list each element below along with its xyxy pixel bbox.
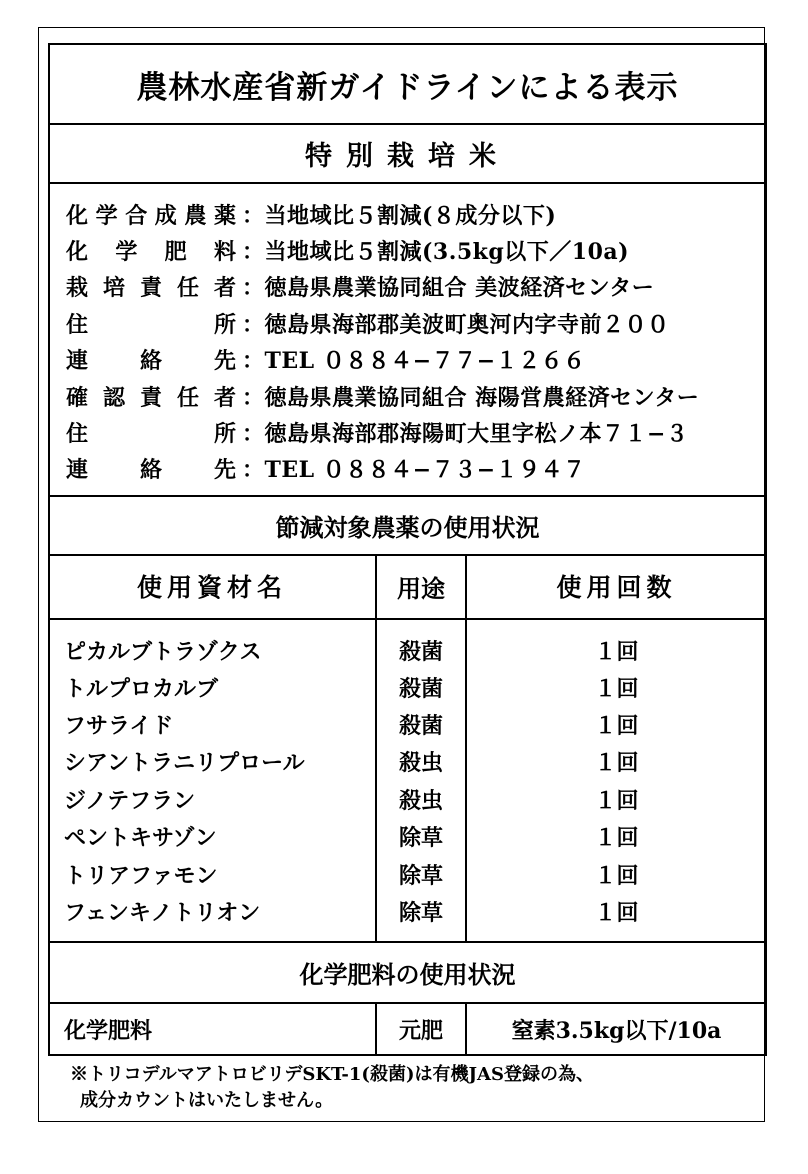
pesticide-use: 除草 (398, 899, 443, 926)
pesticide-count: １回 (594, 675, 639, 702)
info-row (66, 305, 699, 341)
pesticide-name: フサライド (64, 712, 174, 739)
pesticide-name: ペントキサゾン (64, 824, 217, 851)
pesticide-name: フェンキノトリオン (64, 899, 261, 926)
pesticide-use: 殺菌 (398, 712, 443, 739)
divider (48, 618, 767, 620)
info-row (66, 342, 699, 378)
info-row (66, 232, 699, 268)
pesticide-use: 殺菌 (398, 675, 443, 702)
pesticide-name: ジノテフラン (64, 787, 196, 814)
info-row (66, 269, 699, 305)
pesticide-use: 殺虫 (398, 749, 443, 776)
info-value: ：徳島県海部郡海陽町大里字松ノ本７１−３ (242, 421, 689, 448)
info-row (66, 196, 699, 232)
pesticide-count: １回 (594, 638, 639, 665)
info-label: 栽 培 責 任 者 (66, 275, 236, 302)
info-row (66, 451, 699, 487)
info-value: ：TEL ０８８４−７７−１２６６ (242, 348, 586, 375)
pesticide-name: トリアファモン (64, 862, 218, 889)
pesticide-count: １回 (594, 862, 639, 889)
column-header-use: 用途 (397, 573, 445, 603)
pesticide-count: １回 (594, 749, 639, 776)
fertilizer-use: 元肥 (398, 1017, 443, 1044)
page-title: 農林水産省新ガイドラインによる表示 (136, 69, 679, 106)
pesticide-count: １回 (594, 787, 639, 814)
pesticide-count: １回 (594, 899, 639, 926)
info-label: 連 絡 先 (66, 457, 236, 484)
info-value: ：当地域比５割減(８成分以下) (242, 202, 557, 229)
pesticide-use: 殺菌 (398, 638, 443, 665)
pesticide-section-title: 節減対象農薬の使用状況 (275, 512, 540, 542)
footnote (70, 1062, 594, 1114)
info-row (66, 414, 699, 450)
info-label: 連 絡 先 (66, 348, 236, 375)
info-label: 確 認 責 任 者 (66, 384, 236, 411)
fertilizer-value: 窒素3.5kg以下/10a (511, 1017, 722, 1044)
info-value: ：徳島県農業協同組合 海陽営農経済センター (242, 384, 700, 411)
info-value: ：当地域比５割減(3.5kg以下／10a) (242, 239, 630, 266)
product-subtitle: 特別栽培米 (305, 140, 510, 172)
column-header-name: 使用資材名 (136, 573, 287, 602)
pesticide-name: ピカルブトラゾクス (64, 638, 262, 665)
pesticide-use: 除草 (398, 862, 443, 889)
info-list (66, 196, 699, 487)
info-value: ：徳島県海部郡美波町奥河内字寺前２００ (242, 311, 670, 338)
info-label: 化 学 合 成 農 薬 (66, 202, 236, 229)
fertilizer-name: 化学肥料 (64, 1017, 153, 1044)
pesticide-use: 殺虫 (398, 787, 443, 814)
pesticide-count: １回 (594, 712, 639, 739)
info-value: ：TEL ０８８４−７３−１９４７ (242, 457, 586, 484)
info-label: 住 所 (66, 311, 236, 338)
info-label: 化 学 肥 料 (66, 239, 236, 266)
fertilizer-section-title: 化学肥料の使用状況 (299, 959, 516, 989)
info-row (66, 378, 699, 414)
info-label: 住 所 (66, 421, 236, 448)
footnote-line: ※トリコデルマアトロビリデSKT-1(殺菌)は有機JAS登録の為、 (70, 1064, 594, 1085)
pesticide-use: 除草 (398, 824, 443, 851)
column-header-count: 使用回数 (556, 573, 677, 602)
pesticide-name: トルプロカルブ (64, 675, 219, 702)
pesticide-count: １回 (594, 824, 639, 851)
pesticide-name: シアントラニリプロール (64, 749, 305, 776)
footnote-line: 成分カウントはいたしません。 (80, 1090, 334, 1111)
info-value: ：徳島県農業協同組合 美波経済センター (242, 275, 655, 302)
